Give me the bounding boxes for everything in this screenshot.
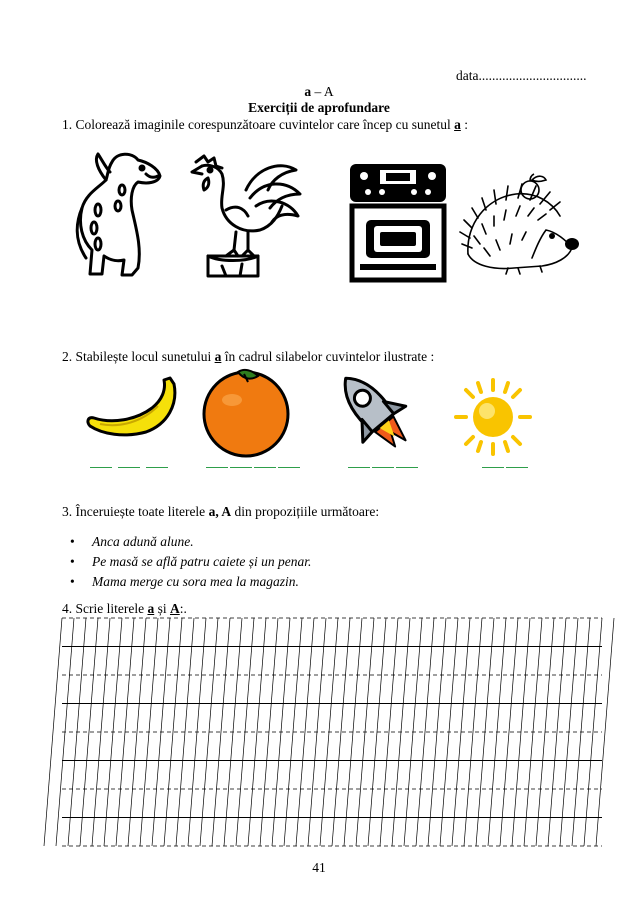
ex4-text: 4. Scrie literele [62,601,148,616]
orange-icon [200,366,292,458]
date-field: data................................ [456,68,587,83]
syllable-blank[interactable] [254,467,276,468]
banana-icon [84,376,180,440]
ex4-and: și [154,601,170,616]
syllable-blank[interactable] [146,467,168,468]
ex1-text-end: : [460,117,468,132]
exercise-4-instruction [62,601,187,617]
sun-icon [454,378,532,456]
sentence-list [68,532,311,592]
handwriting-practice-grid[interactable] [62,618,602,846]
list-item[interactable]: • Anca adună alune. [68,532,311,552]
page-title: Exerciții de aprofundare [248,100,390,115]
rooster-icon [186,150,304,280]
hedgehog-icon [460,174,584,276]
syllable-blank[interactable] [372,467,394,468]
syllable-blank[interactable] [506,467,528,468]
exercise-1-instruction [62,117,468,133]
stove-icon [346,160,450,284]
exercise-3-instruction [62,504,379,520]
ex4-letter-upper: A [169,601,180,616]
ex4-text-end: :. [179,601,187,616]
ex4-letter-lower: a [147,601,155,616]
syllable-blank[interactable] [118,467,140,468]
ex1-text: 1. Colorează imaginile corespunzătoare cuvintelor care încep cu sunetul [62,117,455,132]
ex2-letter: a [214,349,222,364]
syllable-blank[interactable] [482,467,504,468]
syllable-blank[interactable] [206,467,228,468]
lesson-letter [0,84,638,100]
page-number: 41 [312,860,326,875]
rocket-icon [328,366,420,458]
syllable-blank[interactable] [278,467,300,468]
ex2-text: 2. Stabilește locul sunetului [62,349,215,364]
lesson-letter-lower: a [304,84,312,99]
ex2-text-end: în cadrul silabelor cuvintelor ilustrate : [221,349,435,364]
ex3-letters: a, A [208,504,232,519]
ex1-letter: a [454,117,461,132]
lesson-letter-upper: – A [311,84,334,99]
list-item[interactable]: • Pe masă se află patru caiete și un penar. [68,552,311,572]
syllable-blank[interactable] [348,467,370,468]
dinosaur-icon [72,150,172,285]
syllable-blank[interactable] [90,467,112,468]
ex3-text: 3. Înceruiește toate literele [62,504,209,519]
list-item[interactable]: • Mama merge cu sora mea la magazin. [68,572,311,592]
syllable-blank[interactable] [396,467,418,468]
syllable-blank[interactable] [230,467,252,468]
ex3-text-end: din propozițiile următoare: [231,504,380,519]
exercise-2-instruction [62,349,434,365]
